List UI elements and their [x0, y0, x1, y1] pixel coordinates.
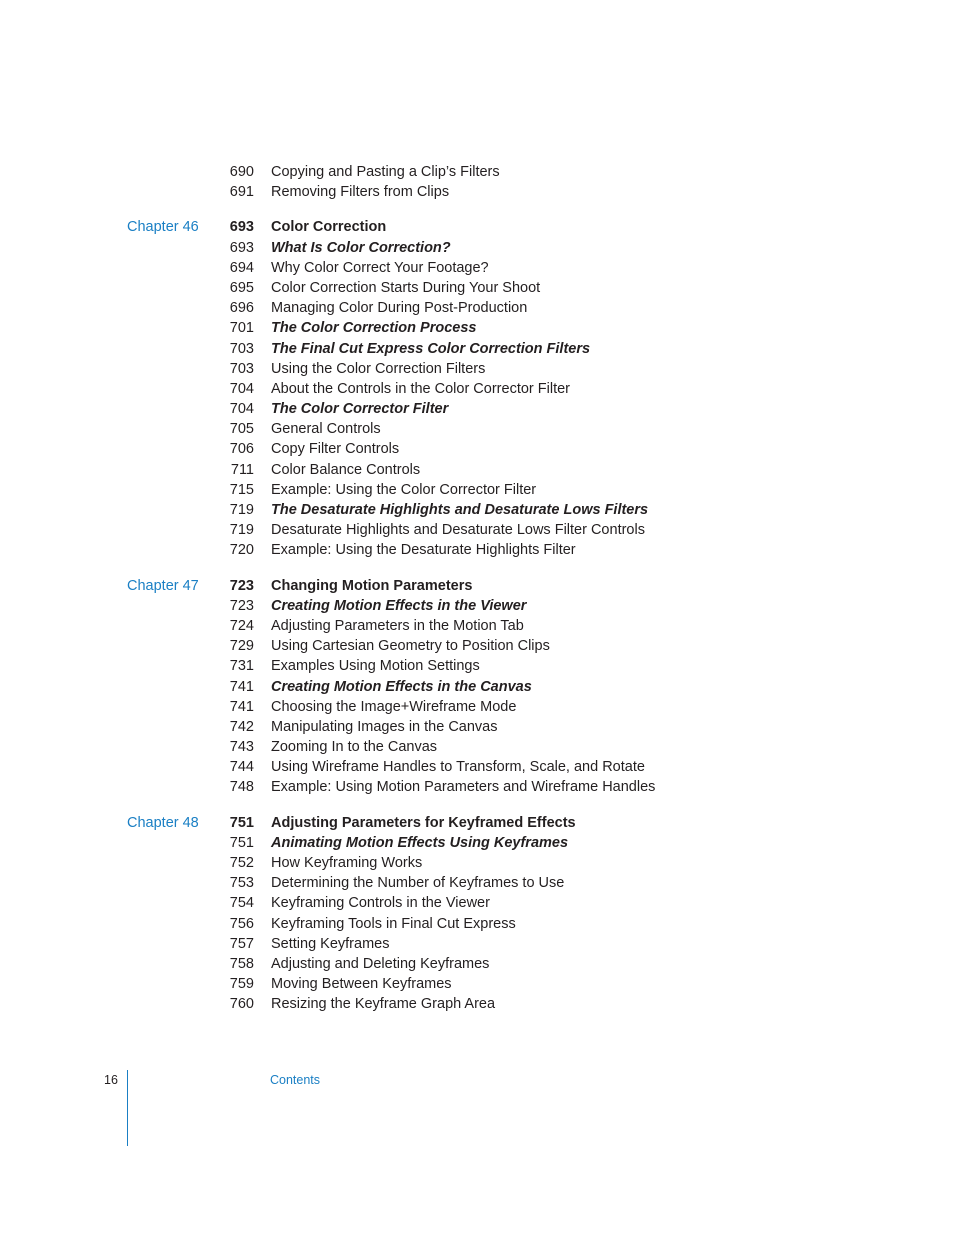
toc-page-number: 693: [229, 239, 254, 256]
toc-section-entry[interactable]: [0, 318, 954, 338]
toc-page-number: 741: [229, 698, 254, 715]
toc-entry-title: Managing Color During Post-Production: [271, 300, 528, 317]
chapter-label[interactable]: Chapter 46: [127, 219, 199, 236]
toc-page-number: 744: [229, 759, 254, 776]
toc-entry-title: Keyframing Controls in the Viewer: [271, 895, 490, 912]
toc-entry-title: What Is Color Correction?: [271, 239, 451, 256]
chapter-label[interactable]: Chapter 47: [127, 577, 199, 594]
toc-page-number: 751: [229, 814, 254, 831]
toc-page-number: 704: [229, 380, 254, 397]
toc-entry-title: Manipulating Images in the Canvas: [271, 718, 498, 735]
chapter-label[interactable]: Chapter 48: [127, 814, 199, 831]
toc-page-number: 720: [229, 542, 254, 559]
toc-page-number: 753: [229, 875, 254, 892]
page-number: 16: [104, 1073, 118, 1087]
toc-entry-title: Keyframing Tools in Final Cut Express: [271, 915, 516, 932]
toc-entry-title: How Keyframing Works: [271, 855, 423, 871]
toc-entry-title: Color Correction: [271, 219, 387, 236]
toc-entry[interactable]: [0, 439, 954, 459]
toc-section-entry[interactable]: [0, 238, 954, 258]
toc-entry-title: About the Controls in the Color Corrector Filter: [271, 380, 570, 397]
toc-entry-title: Determining the Number of Keyframes to Use: [271, 875, 565, 892]
toc-page-number: 715: [229, 481, 254, 498]
toc-page-number: 719: [229, 502, 254, 518]
toc-entry[interactable]: [0, 616, 954, 636]
toc-chapter-block: [0, 576, 954, 798]
toc-entry-title: Why Color Correct Your Footage?: [271, 259, 489, 276]
footer-section-label[interactable]: Contents: [270, 1073, 321, 1087]
toc-entry-title: Adjusting Parameters in the Motion Tab: [271, 617, 524, 634]
toc-entry[interactable]: [0, 656, 954, 676]
toc-entry[interactable]: [0, 460, 954, 480]
toc-entry-title: Creating Motion Effects in the Viewer: [271, 597, 527, 614]
toc-entry[interactable]: [0, 298, 954, 318]
toc-page-number: 719: [229, 522, 254, 539]
toc-entry-title: Removing Filters from Clips: [271, 184, 450, 201]
toc-page-number: 690: [229, 164, 254, 180]
toc-entry-title: Changing Motion Parameters: [271, 577, 473, 594]
toc-section-entry[interactable]: [0, 596, 954, 616]
toc-page-number: 705: [229, 421, 254, 438]
toc-entry-title: Using Wireframe Handles to Transform, Scale, and Rotate: [271, 759, 645, 776]
toc-entry[interactable]: [0, 914, 954, 934]
toc-entry[interactable]: [0, 520, 954, 540]
toc-entry[interactable]: [0, 717, 954, 737]
toc-entry-title: Copying and Pasting a Clip’s Filters: [271, 164, 500, 180]
toc-entry[interactable]: [0, 994, 954, 1014]
toc-page-number: 731: [229, 658, 254, 675]
toc-page-number: 751: [229, 834, 254, 851]
toc-entry[interactable]: [0, 697, 954, 717]
toc-page-number: 757: [229, 935, 254, 952]
toc-page-number: 711: [230, 461, 254, 478]
toc-entry-title: Using the Color Correction Filters: [271, 360, 486, 377]
toc-page-number: 691: [229, 184, 254, 201]
toc-entry-title: Creating Motion Effects in the Canvas: [271, 678, 532, 695]
toc-entry-title: The Final Cut Express Color Correction Filters: [271, 340, 591, 357]
toc-entry[interactable]: [0, 379, 954, 399]
toc-page-number: 743: [229, 739, 254, 756]
toc-entry-title: The Color Correction Process: [271, 320, 477, 337]
toc-page-number: 748: [229, 779, 254, 796]
toc-page-number: 694: [229, 259, 254, 276]
toc-entry-title: Copy Filter Controls: [271, 441, 400, 458]
toc-entry-title: Using Cartesian Geometry to Position Clips: [271, 638, 550, 655]
toc-entry[interactable]: [0, 873, 954, 893]
toc-section-entry[interactable]: [0, 500, 954, 520]
toc-entry-title: Animating Motion Effects Using Keyframes: [271, 834, 569, 851]
toc-entry-title: Adjusting and Deleting Keyframes: [271, 955, 490, 972]
toc-section-entry[interactable]: [0, 677, 954, 697]
toc-page-number: 704: [229, 401, 254, 418]
toc-entry-title: Example: Using the Desaturate Highlights Filter: [271, 542, 576, 559]
toc-entry[interactable]: [0, 162, 954, 182]
toc-page-number: 752: [229, 855, 254, 871]
toc-entry-title: The Desaturate Highlights and Desaturate Lows Filters: [271, 502, 649, 518]
toc-page-number: 696: [229, 300, 254, 317]
toc-chapter-block: [0, 813, 954, 1015]
toc-entry[interactable]: [0, 182, 954, 202]
toc-page-number: 703: [229, 340, 254, 357]
toc-page-number: 729: [229, 638, 254, 655]
toc-page-number: 693: [229, 219, 254, 236]
toc-page-number: 701: [229, 320, 254, 337]
toc-entry[interactable]: [0, 359, 954, 379]
toc-page-number: 754: [229, 895, 254, 912]
toc-entry-title: General Controls: [271, 421, 381, 438]
toc-section-entry[interactable]: [0, 339, 954, 359]
toc-entry[interactable]: [0, 853, 954, 873]
toc-entry-title: Color Balance Controls: [271, 461, 421, 478]
toc-page-number: 706: [229, 441, 254, 458]
toc-entry[interactable]: [0, 480, 954, 500]
toc-entry[interactable]: [0, 934, 954, 954]
toc-page-number: 703: [229, 360, 254, 377]
toc-page-number: 741: [229, 678, 254, 695]
toc-entry-title: Color Correction Starts During Your Shoot: [271, 279, 541, 296]
toc-entry[interactable]: [0, 893, 954, 913]
toc-entry-title: Example: Using the Color Corrector Filter: [271, 481, 537, 498]
toc-entry-title: Resizing the Keyframe Graph Area: [271, 996, 496, 1013]
toc-page-number: 724: [229, 617, 254, 634]
toc-entry-title: Zooming In to the Canvas: [271, 739, 438, 756]
toc-page-number: 723: [229, 597, 254, 614]
toc-page-number: 723: [229, 577, 254, 594]
footer-divider: [127, 1070, 128, 1146]
toc-entry[interactable]: [0, 278, 954, 298]
toc-chapter-title-entry[interactable]: [0, 576, 954, 596]
toc-block-continued: [0, 162, 954, 202]
toc-entry-title: Moving Between Keyframes: [271, 976, 452, 993]
toc-entry[interactable]: [0, 974, 954, 994]
toc-page-number: 760: [229, 996, 254, 1013]
toc-entry-title: Example: Using Motion Parameters and Wireframe Handles: [271, 779, 656, 796]
toc-entry-title: Examples Using Motion Settings: [271, 658, 480, 675]
toc-chapter-title-entry[interactable]: [0, 217, 954, 237]
toc-page-number: 742: [229, 718, 254, 735]
toc-page-number: 756: [229, 915, 254, 932]
toc-page-number: 759: [229, 976, 254, 993]
toc-chapter-block: [0, 217, 954, 560]
toc-entry[interactable]: [0, 737, 954, 757]
toc-section-entry[interactable]: [0, 833, 954, 853]
toc-page-number: 758: [229, 955, 254, 972]
toc-entry[interactable]: [0, 777, 954, 797]
toc-chapter-title-entry[interactable]: [0, 813, 954, 833]
toc-entry[interactable]: [0, 954, 954, 974]
toc-entry[interactable]: [0, 258, 954, 278]
toc-entry-title: Choosing the Image+Wireframe Mode: [271, 698, 517, 715]
toc-entry-title: Desaturate Highlights and Desaturate Lows Filter Controls: [271, 522, 645, 539]
toc-page-number: 695: [229, 279, 254, 296]
toc-entry-title: The Color Corrector Filter: [271, 401, 449, 418]
toc-entry[interactable]: [0, 540, 954, 560]
toc-entry[interactable]: [0, 757, 954, 777]
toc-entry-title: Adjusting Parameters for Keyframed Effects: [271, 814, 576, 831]
table-of-contents: [0, 162, 954, 1030]
toc-section-entry[interactable]: [0, 399, 954, 419]
toc-entry-title: Setting Keyframes: [271, 935, 390, 952]
toc-entry[interactable]: [0, 419, 954, 439]
toc-entry[interactable]: [0, 636, 954, 656]
